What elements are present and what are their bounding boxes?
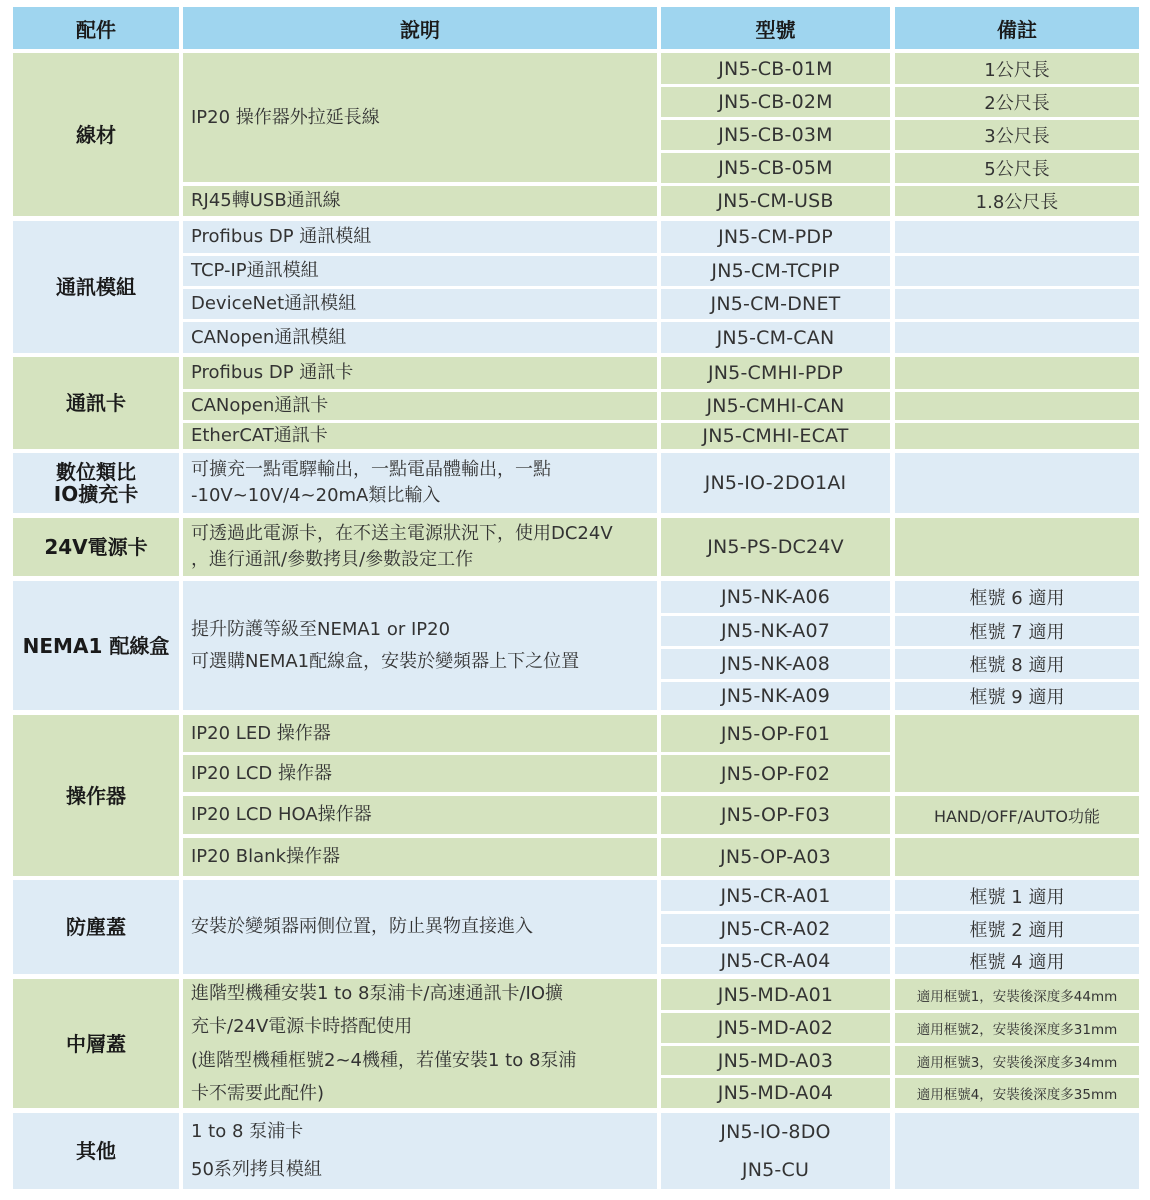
- model-cell: JN5-NK-A06: [661, 581, 890, 613]
- header-remark: 備註: [895, 7, 1139, 49]
- description-cell: CANopen通訊卡: [183, 392, 657, 420]
- description-cell: [183, 518, 657, 576]
- remark-cell: 框號 6 適用: [895, 581, 1139, 613]
- remark-cell: HAND/OFF/AUTO功能: [895, 796, 1139, 834]
- description-cell: IP20 LED 操作器: [183, 715, 657, 752]
- description-cell: EtherCAT通訊卡: [183, 423, 657, 449]
- remark-cell: [895, 453, 1139, 513]
- category-comm-module: 通訊模組: [13, 221, 179, 353]
- header-accessory: 配件: [13, 7, 179, 49]
- description-line: 提升防護等級至NEMA1 or IP20: [191, 619, 451, 640]
- description-line: -10V~10V/4~20mA類比輸入: [191, 485, 441, 506]
- model-cell: JN5-CM-USB: [661, 186, 890, 216]
- description-line: ，進行通訊/參數拷貝/參數設定工作: [191, 549, 474, 570]
- model-cell: JN5-NK-A08: [661, 649, 890, 679]
- model-cell: JN5-CMHI-CAN: [661, 392, 890, 420]
- model-cell: JN5-MD-A01: [661, 979, 890, 1010]
- model-cell: JN5-CB-05M: [661, 153, 890, 183]
- remark-cell: 框號 8 適用: [895, 649, 1139, 679]
- description-cell: Profibus DP 通訊模組: [183, 221, 657, 253]
- model-cell: JN5-CR-A04: [661, 947, 890, 974]
- description-line: 可擴充一點電驛輸出，一點電晶體輸出，一點: [191, 458, 551, 480]
- description-cell: 1 to 8 泵浦卡: [183, 1113, 657, 1151]
- description-cell: IP20 LCD HOA操作器: [183, 796, 657, 834]
- header-description: 說明: [183, 7, 657, 49]
- description-cell: IP20 LCD 操作器: [183, 755, 657, 792]
- model-cell: JN5-CM-PDP: [661, 221, 890, 253]
- remark-cell: 適用框號3，安裝後深度多34mm: [895, 1046, 1139, 1075]
- model-cell: JN5-CMHI-PDP: [661, 357, 890, 389]
- remark-cell: [895, 715, 1139, 792]
- model-cell: JN5-CR-A01: [661, 880, 890, 911]
- category-others: 其他: [13, 1113, 179, 1189]
- model-cell: JN5-CU: [661, 1151, 890, 1189]
- description-cell: CANopen通訊模組: [183, 322, 657, 353]
- remark-cell: [895, 256, 1139, 286]
- header-model: 型號: [661, 7, 890, 49]
- description-cell: [183, 581, 657, 710]
- remark-cell: [895, 392, 1139, 420]
- category-line: 數位類比: [55, 460, 136, 484]
- model-cell: JN5-CB-02M: [661, 87, 890, 117]
- remark-cell: 框號 1 適用: [895, 880, 1139, 911]
- model-cell: JN5-NK-A07: [661, 616, 890, 646]
- model-cell: JN5-CMHI-ECAT: [661, 423, 890, 449]
- description-line: 進階型機種安裝1 to 8泵浦卡/高速通訊卡/IO擴: [191, 982, 564, 1004]
- remark-cell: [895, 1113, 1139, 1189]
- description-cell: [183, 979, 657, 1108]
- remark-cell: 框號 4 適用: [895, 947, 1139, 974]
- remark-cell: 框號 7 適用: [895, 616, 1139, 646]
- description-cell: 50系列拷貝模組: [183, 1151, 657, 1189]
- model-cell: JN5-OP-F01: [661, 715, 890, 752]
- category-dust-cover: 防塵蓋: [13, 880, 179, 974]
- model-cell: JN5-CB-03M: [661, 120, 890, 150]
- remark-cell: [895, 518, 1139, 576]
- model-cell: JN5-OP-F03: [661, 796, 890, 834]
- category-io-expansion: [13, 453, 179, 513]
- remark-cell: 1公尺長: [895, 53, 1139, 84]
- description-line: 充卡/24V電源卡時搭配使用: [191, 1016, 413, 1038]
- remark-cell: 2公尺長: [895, 87, 1139, 117]
- model-cell: JN5-CM-CAN: [661, 322, 890, 353]
- remark-cell: [895, 221, 1139, 253]
- description-line: 可選購NEMA1配線盒，安裝於變頻器上下之位置: [191, 650, 580, 672]
- remark-cell: 5公尺長: [895, 153, 1139, 183]
- remark-cell: 框號 2 適用: [895, 914, 1139, 944]
- model-cell: JN5-IO-2DO1AI: [661, 453, 890, 513]
- category-line: IO擴充卡: [53, 482, 139, 506]
- remark-cell: 3公尺長: [895, 120, 1139, 150]
- remark-cell: 適用框號4，安裝後深度多35mm: [895, 1078, 1139, 1108]
- model-cell: JN5-OP-A03: [661, 838, 890, 876]
- description-cell: [183, 453, 657, 513]
- description-cell: TCP-IP通訊模組: [183, 256, 657, 286]
- remark-cell: 適用框號1，安裝後深度多44mm: [895, 979, 1139, 1010]
- remark-cell: [895, 289, 1139, 319]
- model-cell: JN5-CM-TCPIP: [661, 256, 890, 286]
- model-cell: JN5-OP-F02: [661, 755, 890, 792]
- description-cell: Profibus DP 通訊卡: [183, 357, 657, 389]
- model-cell: JN5-MD-A02: [661, 1013, 890, 1043]
- model-cell: JN5-CB-01M: [661, 53, 890, 84]
- category-comm-card: 通訊卡: [13, 357, 179, 449]
- category-24v-power-card: 24V電源卡: [13, 518, 179, 576]
- model-cell: JN5-PS-DC24V: [661, 518, 890, 576]
- description-line: 卡不需要此配件): [191, 1082, 325, 1104]
- description-line: 可透過此電源卡，在不送主電源狀況下，使用DC24V: [191, 522, 613, 544]
- remark-cell: [895, 423, 1139, 449]
- description-cell: IP20 操作器外拉延長線: [183, 53, 657, 182]
- category-nema1-box: NEMA1 配線盒: [13, 581, 179, 710]
- model-cell: JN5-MD-A03: [661, 1046, 890, 1075]
- description-line: (進階型機種框號2~4機種，若僅安裝1 to 8泵浦: [191, 1049, 577, 1071]
- category-middle-cover: 中層蓋: [13, 979, 179, 1108]
- model-cell: JN5-MD-A04: [661, 1078, 890, 1108]
- model-cell: JN5-IO-8DO: [661, 1113, 890, 1151]
- model-cell: JN5-CM-DNET: [661, 289, 890, 319]
- remark-cell: 適用框號2，安裝後深度多31mm: [895, 1013, 1139, 1043]
- category-cable: 線材: [13, 53, 179, 216]
- remark-cell: [895, 357, 1139, 389]
- remark-cell: [895, 322, 1139, 353]
- description-cell: IP20 Blank操作器: [183, 838, 657, 876]
- description-cell: RJ45轉USB通訊線: [183, 186, 657, 216]
- remark-cell: 框號 9 適用: [895, 682, 1139, 710]
- category-keypad: 操作器: [13, 715, 179, 876]
- remark-cell: [895, 838, 1139, 876]
- remark-cell: 1.8公尺長: [895, 186, 1139, 216]
- description-cell: 安裝於變頻器兩側位置，防止異物直接進入: [183, 880, 657, 974]
- model-cell: JN5-NK-A09: [661, 682, 890, 710]
- model-cell: JN5-CR-A02: [661, 914, 890, 944]
- description-cell: DeviceNet通訊模組: [183, 289, 657, 319]
